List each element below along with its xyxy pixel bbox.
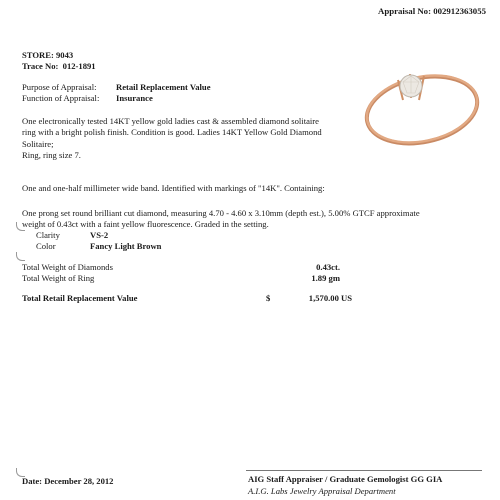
description-line: ring with a bright polish finish. Condition is good. Ladies 14KT Yellow Gold Diamond (22, 127, 322, 138)
appraisal-date: Date: December 28, 2012 (22, 476, 114, 486)
purpose-block (22, 82, 211, 105)
description-line: Ring, ring size 7. (22, 150, 81, 161)
appraisal-number: Appraisal No: 002912363055 (377, 6, 486, 16)
purpose-value: Retail Replacement Value (116, 82, 211, 92)
color-value: Fancy Light Brown (90, 241, 162, 252)
diamond-weight-value: 0.43ct. (316, 262, 340, 272)
diamond-weight-row (22, 262, 340, 273)
appraisal-department: A.I.G. Labs Jewelry Appraisal Department (248, 486, 396, 496)
color-row (36, 241, 161, 252)
paper-curl-mark (16, 252, 25, 261)
appraiser-title: AIG Staff Appraiser / Graduate Gemologist GG GIA (248, 474, 443, 484)
ring-weight-label: Total Weight of Ring (22, 273, 95, 284)
trace-value: 012-1891 (62, 61, 96, 72)
ring-weight-value: 1.89 gm (311, 273, 340, 284)
store-block (22, 50, 96, 73)
diamond-line: One prong set round brilliant cut diamond, measuring 4.70 - 4.60 x 3.10mm (depth est.), 5.00% GTCF approximate (22, 208, 420, 218)
diamond-line: weight of 0.43ct with a faint yellow fluorescence. Graded in the setting. (22, 219, 269, 230)
clarity-row (36, 230, 161, 241)
diamond-weight-label: Total Weight of Diamonds (22, 262, 113, 272)
total-value-row (22, 293, 352, 304)
ring-description (22, 116, 352, 161)
diamond-description (22, 208, 482, 231)
band-description: One and one-half millimeter wide band. Identified with markings of "14K". Containing: (22, 183, 325, 193)
color-label: Color (36, 241, 56, 252)
purpose-row (22, 82, 211, 93)
ring-photo (362, 46, 482, 164)
total-value-amount: 1,570.00 US (308, 293, 352, 303)
clarity-value: VS-2 (90, 230, 109, 240)
ring-band-shadow (362, 67, 482, 153)
grading-block (36, 230, 161, 253)
function-label: Function of Appraisal: (22, 93, 100, 104)
description-line: One electronically tested 14KT yellow gold ladies cast & assembled diamond solitaire (22, 116, 319, 126)
signature-rule (246, 470, 482, 471)
total-value-label: Total Retail Replacement Value (22, 293, 138, 303)
function-row (22, 93, 211, 104)
description-line: Solitaire; (22, 138, 54, 149)
store-number: STORE: 9043 (22, 50, 74, 60)
weights-block (22, 262, 340, 285)
ring-weight-row (22, 273, 340, 284)
paper-curl-mark (16, 222, 25, 231)
trace-number (22, 61, 96, 72)
clarity-label: Clarity (36, 230, 60, 240)
function-value: Insurance (116, 93, 153, 104)
total-value-currency: $ (266, 293, 271, 303)
trace-label: Trace No: (22, 61, 59, 72)
purpose-label: Purpose of Appraisal: (22, 82, 97, 92)
